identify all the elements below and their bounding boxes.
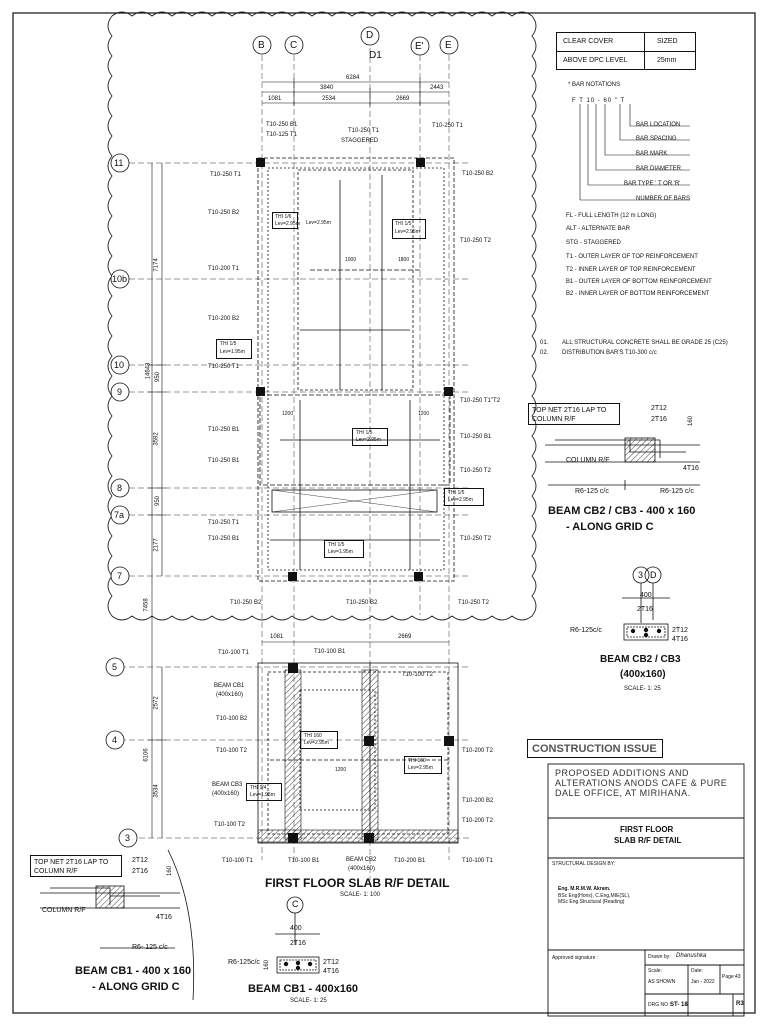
level-tag: THI 1/5 Lev=2.95m bbox=[444, 488, 484, 506]
grid-bubbles-top bbox=[253, 27, 458, 55]
grid-label-left: 7a bbox=[114, 510, 125, 520]
dimension-text: 1800 bbox=[398, 257, 410, 263]
cover-table bbox=[556, 32, 696, 70]
rebar-label: 2T16 bbox=[290, 940, 306, 947]
section-title: BEAM CB2 / CB3 bbox=[600, 654, 681, 665]
stirrup-label: R6-125 c/c bbox=[575, 488, 609, 495]
rebar-label: T10-250 B1 bbox=[460, 434, 492, 440]
rebar-label: 2T16 bbox=[132, 868, 148, 875]
dimension-text: 1200 bbox=[418, 411, 430, 417]
note-number: 01. bbox=[540, 340, 549, 346]
rebar-label: 2T12 bbox=[672, 627, 688, 634]
dimension-text: 160 bbox=[688, 415, 695, 427]
beam-label: (400x160) bbox=[212, 791, 240, 797]
section-title: (400x160) bbox=[620, 669, 666, 680]
rebar-label: T10-100 T1 bbox=[222, 858, 253, 864]
rebar-label: T10-100 T1 bbox=[218, 650, 249, 656]
dimension-text: 3840 bbox=[320, 85, 334, 91]
dimension-text: 1081 bbox=[270, 634, 284, 640]
dimension-text: 950 bbox=[155, 371, 162, 383]
dimension-text: 1200 bbox=[335, 767, 347, 773]
dimension-text: 950 bbox=[155, 495, 162, 507]
stirrup-label: R6-125 c/c bbox=[660, 488, 694, 495]
xsec-cb2-geom bbox=[622, 567, 670, 640]
page-label: Page: bbox=[722, 974, 736, 980]
grid-label: C bbox=[292, 899, 299, 909]
note-text: DISTRIBUTION BAR'S T10-300 c/c bbox=[562, 350, 657, 356]
rebar-label: 4T16 bbox=[683, 465, 699, 472]
section-title: BEAM CB2 / CB3 - 400 x 160 bbox=[548, 505, 696, 517]
column-rf-label: COLUMN R/F bbox=[42, 907, 86, 914]
dimension-text: 7458 bbox=[143, 598, 150, 612]
rebar-label: T10-100 T2 bbox=[214, 822, 245, 828]
beam-label: BEAM CB3 bbox=[212, 782, 243, 788]
rebar-label: 4T16 bbox=[323, 968, 339, 975]
rebar-label: T10-200 B2 bbox=[462, 798, 494, 804]
rebar-label: 2T12 bbox=[651, 405, 667, 412]
rebar-label: T10-250 T2 bbox=[460, 468, 491, 474]
dimension-text: 2534 bbox=[322, 96, 336, 102]
level-tag: THI 160 Lev=2.95m bbox=[404, 756, 442, 774]
dimension-text: 2177 bbox=[153, 538, 160, 552]
grid-label-top: E' bbox=[415, 41, 424, 52]
section-scale: SCALE- 1: 25 bbox=[290, 998, 327, 1004]
section-cb2-geom bbox=[545, 438, 700, 490]
level-tag: THI 1/5 Lev=2.95m bbox=[392, 219, 426, 239]
note-text: ALL STRUCTURAL CONCRETE SHALL BE GRADE 25 (C25) bbox=[562, 340, 728, 346]
drawing-title-line2: SLAB R/F DETAIL bbox=[614, 836, 682, 845]
rebar-label: T10-250 T1 bbox=[208, 520, 239, 526]
bar-notation-code: F T 10 - 60 " T bbox=[572, 98, 626, 104]
engineer-qualification: BSc Eng(Hons), C.Eng,MIE(SL), bbox=[558, 893, 631, 899]
rebar-label: T10-125 T1 bbox=[266, 132, 297, 138]
rebar-label: T10-200 B1 bbox=[394, 858, 426, 864]
dimension-text: 1000 bbox=[345, 257, 357, 263]
note-number: 02. bbox=[540, 350, 549, 356]
level-tag: THI 1/4 Lev=1.95m bbox=[246, 783, 282, 801]
scale-label: Scale: bbox=[648, 968, 662, 974]
project-name: PROPOSED ADDITIONS AND ALTERATIONS ANODS CAFE & PURE DALE OFFICE, AT MIRIHANA. bbox=[555, 768, 728, 798]
grid-label-top: E bbox=[445, 40, 452, 51]
date-value: Jan - 2022 bbox=[691, 979, 715, 985]
dimension-text: 2669 bbox=[398, 634, 412, 640]
plan-title: FIRST FLOOR SLAB R/F DETAIL bbox=[265, 876, 450, 890]
grid-label-left: 5 bbox=[112, 662, 118, 672]
revision-number: R3 bbox=[736, 1001, 744, 1007]
rebar-label: T10-100 T1 bbox=[462, 858, 493, 864]
dimension-text: 7174 bbox=[153, 258, 160, 272]
rebar-label: T10-250 T1 bbox=[348, 128, 379, 134]
section-title: BEAM CB1 - 400 x 160 bbox=[75, 965, 192, 977]
grid-label-top: D1 bbox=[369, 50, 382, 61]
beam-cb2-hatch bbox=[362, 670, 378, 840]
cover-table-label: ABOVE DPC LEVEL bbox=[563, 57, 628, 64]
rebar-label: 2T12 bbox=[323, 959, 339, 966]
page-value: 43 bbox=[735, 974, 741, 980]
date-label: Date: bbox=[691, 968, 703, 974]
beam-label: BEAM CB2 bbox=[346, 857, 377, 863]
rebar-label: 2T16 bbox=[637, 606, 653, 613]
legend-item: ALT - ALTERNATE BAR bbox=[566, 226, 630, 232]
legend-item: T1 - OUTER LAYER OF TOP REINFORCEMENT bbox=[566, 254, 698, 260]
bar-notation-item: BAR SPACING bbox=[636, 136, 677, 142]
rebar-label: T10-250 B2 bbox=[346, 600, 378, 606]
rebar-label: T10-100 B2 bbox=[216, 716, 248, 722]
rebar-label: T10-250 B1 bbox=[208, 536, 240, 542]
dimension-text: 1200 bbox=[282, 411, 294, 417]
grid-label-left: 7 bbox=[117, 571, 123, 581]
rebar-label: STAGGERED bbox=[341, 138, 379, 144]
level-tag: THI 1/6 Lev=2.95m bbox=[272, 212, 298, 229]
scale-value: AS SHOWN bbox=[648, 979, 676, 985]
rebar-label: T10-200 T1 bbox=[208, 266, 239, 272]
grid-label-left: 8 bbox=[117, 483, 123, 493]
bar-notation-item: BAR TYPE ' T OR 'R' bbox=[624, 181, 681, 187]
lap-note-box: TOP NET 2T16 LAP TO COLUMN R/F bbox=[30, 855, 122, 877]
section-title: - ALONG GRID C bbox=[92, 981, 180, 993]
grid-label-left: 11 bbox=[114, 158, 124, 168]
level-tag: THI 1/5 Lev=1.95m bbox=[324, 540, 364, 558]
rebar-label: T10-250 T1 bbox=[210, 172, 241, 178]
grid-label-top: C bbox=[290, 40, 298, 51]
dimension-text: 400 bbox=[290, 925, 302, 932]
bar-notation-item: NUMBER OF BARS bbox=[636, 196, 691, 202]
legend-item: B2 - INNER LAYER OF BOTTOM REINFORCEMENT bbox=[566, 291, 710, 297]
stirrup-label: R6-125c/c bbox=[228, 959, 260, 966]
rebar-label: T10-250 T2 bbox=[460, 536, 491, 542]
rebar-label: 4T16 bbox=[672, 636, 688, 643]
level-tag: Lev=2.95m bbox=[306, 220, 331, 226]
lap-note-box: TOP NET 2T16 LAP TO COLUMN R/F bbox=[528, 403, 620, 425]
grid-label: D bbox=[650, 570, 657, 580]
rebar-label: T10-250 B1 bbox=[266, 122, 298, 128]
dimension-text: 2572 bbox=[153, 696, 160, 710]
grid-label-top: B bbox=[258, 40, 265, 51]
grid-label-left: 10 bbox=[114, 360, 125, 370]
dimension-text: 1081 bbox=[268, 96, 282, 102]
rebar-label: T10-200 T2 bbox=[462, 748, 493, 754]
rebar-label: 2T12 bbox=[132, 857, 148, 864]
rebar-label: T10-250 T2 bbox=[460, 238, 491, 244]
grid-label-top: D bbox=[366, 30, 374, 41]
bar-notation-item: BAR MARK bbox=[636, 151, 668, 157]
section-title: BEAM CB1 - 400x160 bbox=[248, 983, 359, 995]
level-tag: THI 160 Lev=2.95m bbox=[300, 731, 338, 749]
legend-item: T2 - INNER LAYER OF TOP REINFORCEMENT bbox=[566, 267, 696, 273]
bar-notation-item: BAR LOCATION bbox=[636, 122, 681, 128]
grid-label-left: 3 bbox=[125, 833, 131, 843]
dimension-text: 6106 bbox=[143, 748, 150, 762]
rebar-label: T10-250 T2 bbox=[458, 600, 489, 606]
engineer-qualification: MSc Eng.Structural (Reading) bbox=[558, 899, 625, 905]
bar-notation-item: BAR DIAMETER bbox=[636, 166, 682, 172]
section-scale: SCALE- 1: 25 bbox=[624, 686, 661, 692]
stirrup-label: R6-125c/c bbox=[570, 627, 602, 634]
column-rf-label: COLUMN R/F bbox=[566, 457, 610, 464]
legend-item: B1 - OUTER LAYER OF BOTTOM REINFORCEMENT bbox=[566, 279, 712, 285]
drawing-number-label: DRG NO : bbox=[648, 1002, 671, 1008]
legend-item: STG - STAGGERED bbox=[566, 240, 621, 246]
cover-table-value: SIZED bbox=[657, 38, 678, 45]
rebar-label: T10-250 T1 bbox=[208, 364, 239, 370]
grid-label-left: 4 bbox=[112, 735, 118, 745]
drawn-by-label: Drawn by: bbox=[648, 954, 671, 960]
dimension-text: 400 bbox=[640, 592, 652, 599]
rebar-label: T10-250 B1 bbox=[208, 427, 240, 433]
rebar-label: 2T16 bbox=[651, 416, 667, 423]
rebar-label: T10-250 B1 bbox=[208, 458, 240, 464]
rebar-label: T10-100 T2 bbox=[402, 672, 433, 678]
dimension-text: 3534 bbox=[153, 784, 160, 798]
rebar-label: T10-100 T2 bbox=[216, 748, 247, 754]
section-title: - ALONG GRID C bbox=[566, 521, 654, 533]
dimension-text: 160 bbox=[167, 865, 174, 877]
legend-item: FL - FULL LENGTH (12 m LONG) bbox=[566, 213, 657, 219]
cover-table-value: 25mm bbox=[657, 57, 677, 64]
dimension-text: 2669 bbox=[396, 96, 410, 102]
cover-table-label: CLEAR COVER bbox=[563, 38, 614, 45]
stirrup-label: R6- 125 c/c bbox=[132, 944, 168, 951]
beam-label: (400x160) bbox=[348, 866, 376, 872]
rebar-label: T10-250 B2 bbox=[230, 600, 262, 606]
dimension-text: 160 bbox=[264, 959, 271, 971]
rebar-label: 4T16 bbox=[156, 914, 172, 921]
beam-label: BEAM CB1 bbox=[214, 683, 245, 689]
approved-signature-label: Approved signature : bbox=[552, 955, 599, 961]
rebar-label: T10-250 T1"T2 bbox=[460, 398, 501, 404]
rebar-label: T10-100 B1 bbox=[288, 858, 320, 864]
rebar-label: T10-100 B1 bbox=[314, 649, 346, 655]
rebar-label: T10-200 B2 bbox=[208, 316, 240, 322]
drawing-number-value: ST- 18 bbox=[670, 1002, 688, 1008]
rebar-label: T10-250 B2 bbox=[462, 171, 494, 177]
plan-scale: SCALE- 1: 100 bbox=[340, 892, 381, 898]
level-tag: THI 1/5 Lev=1.95m bbox=[216, 339, 252, 359]
rebar-label: T10-250 B2 bbox=[208, 210, 240, 216]
beam-cb1-hatch bbox=[285, 670, 301, 840]
rebar-label: T10-200 T2 bbox=[462, 818, 493, 824]
dimension-text: 2443 bbox=[430, 85, 444, 91]
drawn-by-value: Dhanushka bbox=[676, 953, 707, 959]
beam-label: (400x160) bbox=[216, 692, 244, 698]
engineer-name: Eng. M.R.M.W. Akram. bbox=[558, 886, 611, 892]
grid-label-left: 9 bbox=[117, 387, 123, 397]
designer-heading: STRUCTURAL DESIGN BY: bbox=[552, 861, 616, 867]
grid-label-left: 10b bbox=[112, 274, 128, 284]
construction-issue-stamp: CONSTRUCTION ISSUE bbox=[527, 739, 663, 758]
dimension-text: 14643 bbox=[145, 362, 152, 380]
dimension-text: 3592 bbox=[153, 432, 160, 446]
grid-label: 3 bbox=[638, 570, 644, 580]
dimension-text: 6284 bbox=[346, 75, 360, 81]
rebar-label: T10-250 T1 bbox=[432, 123, 463, 129]
drawing-title-line1: FIRST FLOOR bbox=[620, 825, 674, 834]
bar-notation-title: * BAR NOTATIONS bbox=[568, 82, 621, 88]
level-tag: THI 1/5 Lev=2.95m bbox=[352, 428, 388, 446]
